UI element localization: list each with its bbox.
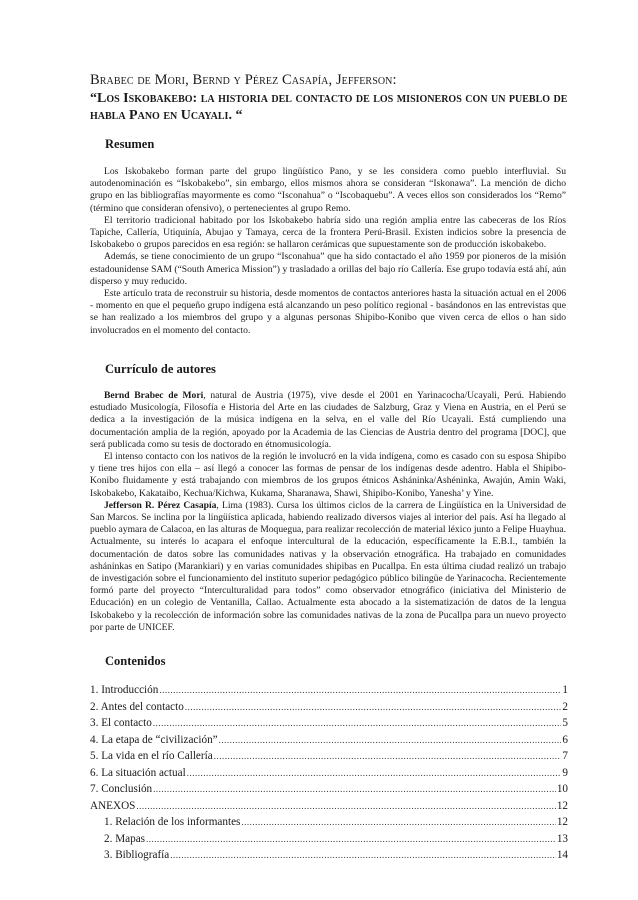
curriculo-body <box>90 390 566 634</box>
toc-entry-page: 5 <box>562 717 568 729</box>
toc-entry[interactable] <box>90 781 568 798</box>
toc-entry[interactable] <box>90 715 568 732</box>
toc-entry-page: 6 <box>562 733 568 746</box>
resumen-paragraph: El territorio tradicional habitado por los Iskobakebo habría sido una región amplia entre las cabeceras de los Ríos Tapiche, Callería, Utiquinía, Abujao y Tamaya, cerca de la frontera Perú-Brasil. Existen indicios sobre la presencia de Iskobakebo o grupos parecidos en esa región: se hallaron cerámicas que supuestamente son de producción iskobakebo. <box>90 214 566 251</box>
toc-entry-label: ANEXOS <box>90 799 136 812</box>
toc-entry-label: 1. Relación de los informantes <box>104 816 241 828</box>
toc-entry[interactable] <box>90 847 568 864</box>
toc-entry-label: 7. Conclusión <box>90 783 153 795</box>
toc-dot-leader <box>159 682 561 699</box>
authors-line: Brabec de Mori, Bernd y Pérez Casapía, Jefferson: <box>90 72 397 88</box>
article-title: “Los Iskobakebo: la historia del contacto de los misioneros con un pueblo de habla Pano en Ucayali. “ <box>90 91 568 123</box>
toc-dot-leader <box>185 699 562 716</box>
author2-name: Jefferson R. Pérez Casapía <box>104 499 217 511</box>
author2-bio: , Lima (1983). Cursa los últimos ciclos de la carrera de Lingüística en la Universidad de San Marcos. Se inclina por la lingüística aplicada, habiendo realizado diversos viajes al interior del país. Así ha llegado al pueblo aymara de Calacoa, en las alturas de Moquegua, para realizar recolección de material léxico junto a Felipe Huayhua. Actualmente, su interés lo acapara el enfoque intercultural de la educación, específicamente la E.B.I., también la documentación de datos sobre las comunidades nativas y la observación etnográfica. Ha trabajado en comunidades asháninkas en Satipo (Marankiari) y en varias comunidades shipibas en Pucallpa. En esta última ciudad realizó un trabajo de investigación sobre el funcionamiento del instituto superior pedagógico público bilingüe de Yarinacocha. Recientemente formó parte del proyecto “Interculturalidad para todos” como observador etnográfico (iniciativa del Ministerio de Educación) en un colegio de Ventanilla, Callao. Actualmente esta abocado a la sistematización de datos de la lengua Iskobakebo y la recolección de información sobre las comunidades nativas de la zona de Pucallpa para un nuevo proyecto por parte de UNICEF. <box>90 499 567 633</box>
resumen-paragraph: Este artículo trata de reconstruir su historia, desde momentos de contactos anteriores hasta la situación actual en el 2006 - momento en que el pequeño grupo indígena está alcanzando un peso político regional - basándonos en las entrevistas que se han realizado a los miembros del grupo y a algunas personas Shipibo-Konibo que viven cerca de ellos o han sido involucrados en el momento del contacto. <box>90 288 566 336</box>
toc-entry-page: 13 <box>556 832 568 845</box>
contenidos-heading: Contenidos <box>105 654 166 668</box>
author1-bio: , natural de Austria (1975), vive desde el 2001 en Yarinacocha/Ucayali, Perú. Habiendo estudiado Musicología, Filosofía e Historia del Arte en las ciudades de Salzburg, Graz y Viena en Austria, en el Perú se dedica a la investigación de la música indígena en la selva, en el valle del Río Ucayali. Está cumpliendo una documentación amplia de la región, apoyado por la Academia de las Ciencias de Austria dentro del programa [DOC], que será publicada como su tesis de doctorado en étnomusicología. <box>90 390 566 450</box>
resumen-paragraph: Los Iskobakebo forman parte del grupo lingüístico Pano, y se les considera como pueblo interfluvial. Su autodenominación es “Iskobakebo”, sin embargo, ellos mismos ahora se consideran “Iskonawa”. La mención de dicho grupo en las bibliografías mayormente es como “Isconahua” o “Iscobaquebu”. A veces ellos son considerados los “Remo” (término que consideran ofensivo), o pertenecientes al grupo Remo. <box>90 166 566 214</box>
toc-entry-page: 12 <box>556 799 568 812</box>
toc-entry-page: 12 <box>556 816 568 828</box>
toc-entry-page: 10 <box>556 783 568 795</box>
toc-entry-label: 2. Antes del contacto <box>90 700 184 713</box>
toc-entry-label: 5. La vida en el río Callería <box>90 750 213 762</box>
toc-dot-leader <box>219 732 562 749</box>
curriculo-heading: Currículo de autores <box>105 362 216 376</box>
table-of-contents <box>90 682 568 864</box>
toc-dot-leader <box>187 765 562 782</box>
toc-entry[interactable] <box>90 699 568 716</box>
toc-entry[interactable] <box>90 814 568 831</box>
toc-entry-page: 7 <box>562 750 568 762</box>
toc-entry[interactable] <box>90 765 568 782</box>
toc-entry-label: 1. Introducción <box>90 684 159 696</box>
toc-entry-label: 3. Bibliografía <box>104 849 170 861</box>
toc-entry-page: 1 <box>562 684 568 696</box>
resumen-body <box>90 166 566 337</box>
author1-paragraph <box>90 390 566 451</box>
author1-name: Bernd Brabec de Mori <box>104 390 204 401</box>
author1-paragraph-2: El intenso contacto con los nativos de la región le involucró en la vida indígena, como es casado con su esposa Shipibo y tiene tres hijos con ella – así llegó a conocer las formas de pensar de los indígenas desde adentro. Habla el Shipibo-Konibo fluidamente y está trabajando con miembros de los grupos étnicos Asháninka/Ashéninka, Awajún, Amin Waki, Iskobakebo, Kakataibo, Kechua/Kichwa, Kukama, Sharanawa, Shawi, Shipibo-Konibo, Yanesha’ y Yine. <box>90 451 566 499</box>
toc-entry-page: 9 <box>562 766 568 779</box>
resumen-paragraph: Además, se tiene conocimiento de un grupo “Isconahua” que ha sido contactado el año 1959 por pioneros de la misión estadounidense SAM (“South America Mission”) y trasladado a orillas del bajo río Callería. Ese grupo todavía está ahí, aún disperso y muy reducido. <box>90 251 566 287</box>
toc-entry-label: 2. Mapas <box>104 832 146 845</box>
author2-paragraph <box>90 500 566 634</box>
resumen-heading: Resumen <box>105 137 155 151</box>
toc-entry[interactable] <box>90 831 568 848</box>
toc-entry-label: 6. La situación actual <box>90 766 186 779</box>
toc-dot-leader <box>153 781 556 798</box>
toc-entry[interactable] <box>90 732 568 749</box>
toc-dot-leader <box>136 798 555 815</box>
toc-entry[interactable] <box>90 748 568 765</box>
toc-entry-page: 14 <box>556 849 568 861</box>
toc-entry-label: 4. La etapa de “civilización” <box>90 733 218 746</box>
toc-dot-leader <box>153 715 562 732</box>
toc-dot-leader <box>241 814 555 831</box>
toc-entry-page: 2 <box>562 700 568 713</box>
toc-dot-leader <box>170 847 556 864</box>
toc-entry-label: 3. El contacto <box>90 717 152 729</box>
toc-entry[interactable] <box>90 682 568 699</box>
toc-entry[interactable] <box>90 798 568 815</box>
toc-dot-leader <box>146 831 556 848</box>
toc-dot-leader <box>214 748 562 765</box>
